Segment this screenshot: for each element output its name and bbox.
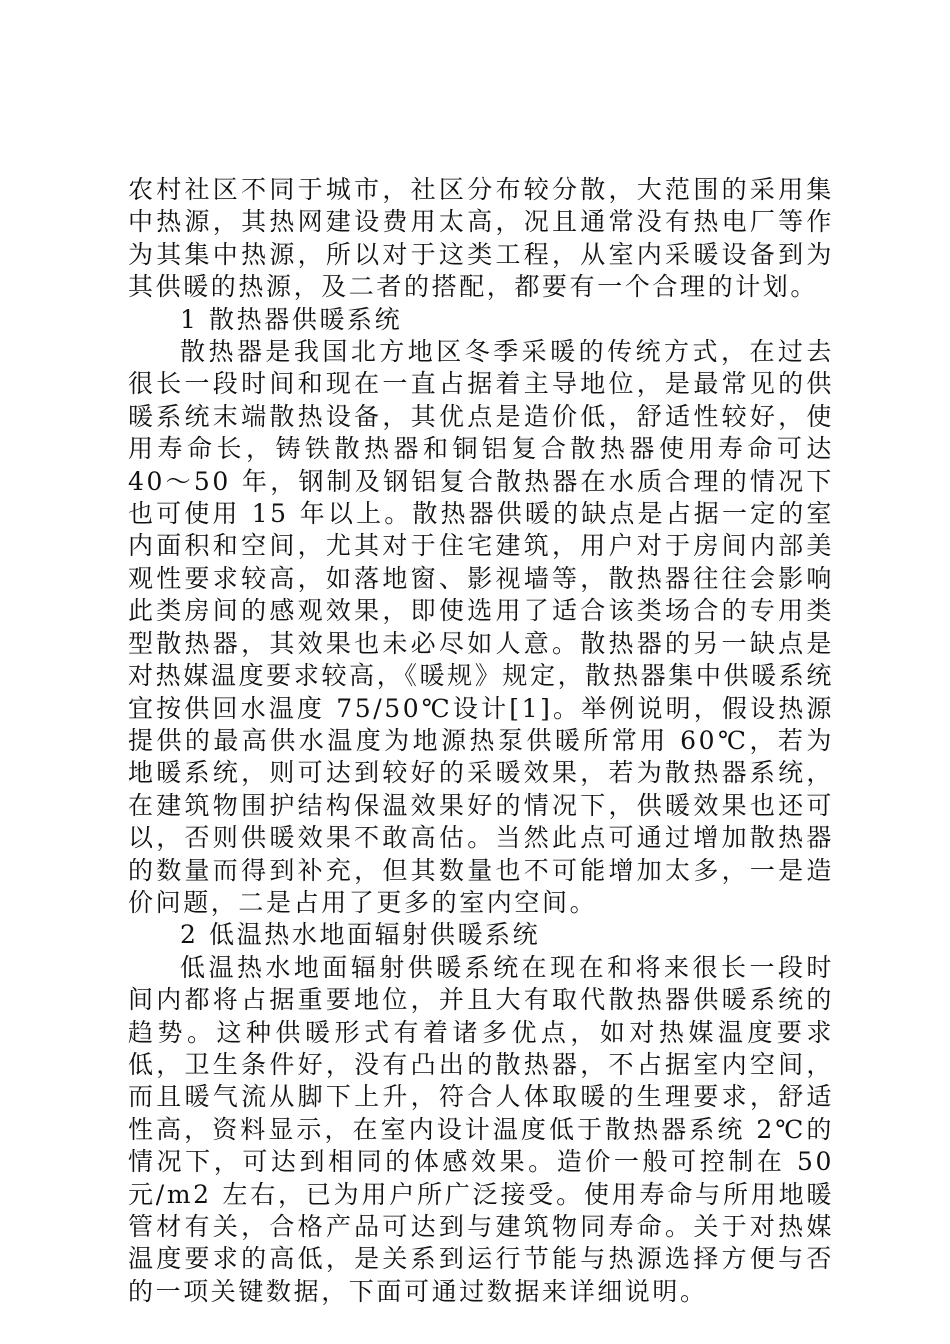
paragraph-radiator: 散热器是我国北方地区冬季采暖的传统方式，在过去很长一段时间和现在一直占据着主导地位，是最常见的供暖系统末端散热设备，其优点是造价低，舒适性较好，使用寿命长，铸铁散热器和铜铝复合散热器使用寿命可达 40～50 年，钢制及钢铝复合散热器在水质合理的情况下也可使用 15 年以上。散热器供暖的缺点是占据一定的室内面积和空间，尤其对于住宅建筑，用户对于房间内部美观性要求较高，如落地窗、影视墙等，散热器往往会影响此类房间的感观效果，即使选用了适合该类场合的专用类型散热器，其效果也未必尽如人意。散热器的另一缺点是对热媒温度要求较高，《暖规》规定，散热器集中供暖系统宜按供回水温度 75/50℃设计[1]。举例说明，假设热源提供的最高供水温度为地源热泵供暖所常用 60℃，若为地暖系统，则可达到较好的采暖效果，若为散热器系统，在建筑物围护结构保温效果好的情况下，供暖效果也还可以，否则供暖效果不敢高估。当然此点可通过增加散热器的数量而得到补充，但其数量也不可能增加太多，一是造价问题，二是占用了更多的室内空间。 — [128, 337, 834, 917]
document-body — [128, 174, 834, 1308]
paragraph-floor-heating: 低温热水地面辐射供暖系统在现在和将来很长一段时间内都将占据重要地位，并且大有取代散热器供暖系统的趋势。这种供暖形式有着诸多优点，如对热媒温度要求低，卫生条件好，没有凸出的散热器，不占据室内空间，而且暖气流从脚下上升，符合人体取暖的生理要求，舒适性高，资料显示，在室内设计温度低于散热器系统 2℃的情况下，可达到相同的体感效果。造价一般可控制在 50 元/m2 左右，已为用户所广泛接受。使用寿命与所用地暖管材有关，合格产品可达到与建筑物同寿命。关于对热媒温度要求的高低，是关系到运行节能与热源选择方便与否的一项关键数据，下面可通过数据来详细说明。 — [128, 952, 834, 1306]
section-heading-floor-heating: 2 低温热水地面辐射供暖系统 — [180, 920, 541, 950]
section-heading-radiator: 1 散热器供暖系统 — [180, 304, 403, 334]
paragraph-intro: 农村社区不同于城市，社区分布较分散，大范围的采用集中热源，其热网建设费用太高，况且通常没有热电厂等作为其集中热源，所以对于这类工程，从室内采暖设备到为其供暖的热源，及二者的搭配，都要有一个合理的计划。 — [128, 175, 834, 302]
